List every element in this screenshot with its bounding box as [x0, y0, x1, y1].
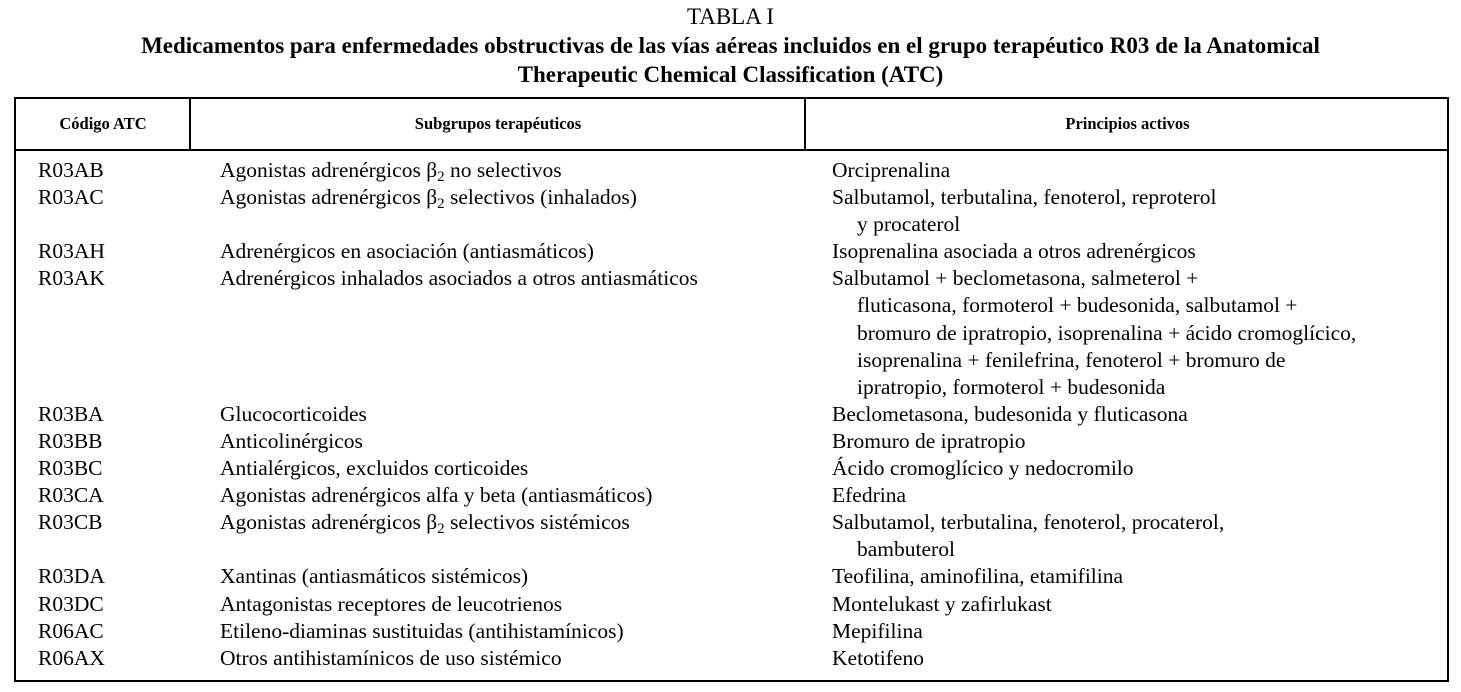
subgroup: [220, 184, 637, 211]
table-row: [16, 157, 1447, 184]
active-ingredients-line: Salbutamol, terbutalina, fenoterol, reproterol: [832, 185, 1217, 210]
active-ingredients-line: Ketotifeno: [832, 645, 924, 670]
table-title-line-2: Therapeutic Chemical Classification (ATC): [517, 62, 944, 87]
subscript: 2: [437, 196, 445, 213]
active-ingredients: [832, 238, 1432, 265]
subgroup: [220, 563, 528, 590]
atc-code: R03BC: [38, 456, 103, 481]
subgroup-text: Xantinas (antiasmáticos sistémicos): [220, 564, 529, 589]
header-subgroup: Subgrupos terapéuticos: [414, 114, 582, 133]
active-ingredients: [832, 563, 1432, 590]
active-ingredients-line: isoprenalina + fenilefrina, fenoterol + bromuro de: [857, 347, 1286, 372]
active-ingredients: [832, 265, 1432, 400]
table-title-line-1: Medicamentos para enfermedades obstructivas de las vías aéreas incluidos en el grupo terapéutico R03 de la Anatomical: [141, 33, 1320, 58]
subgroup-text: Agonistas adrenérgicos β: [220, 510, 438, 535]
active-ingredients: [832, 455, 1432, 482]
active-ingredients-line: bambuterol: [857, 537, 955, 562]
atc-code: R03CA: [38, 483, 104, 508]
subgroup-text: Agonistas adrenérgicos β: [220, 185, 438, 210]
active-ingredients-line: y procaterol: [857, 212, 961, 237]
subgroup: [220, 645, 562, 672]
active-ingredients: [832, 184, 1432, 238]
table-row: [16, 645, 1447, 672]
table-row: [16, 265, 1447, 400]
table-row: [16, 618, 1447, 645]
active-ingredients-line: Efedrina: [832, 483, 907, 508]
active-ingredients-line: Isoprenalina asociada a otros adrenérgicos: [832, 239, 1196, 264]
header-actives: Principios activos: [1065, 114, 1190, 133]
subgroup-text: Anticolinérgicos: [220, 428, 363, 453]
subscript: 2: [437, 169, 445, 185]
subgroup-text: Antagonistas receptores de leucotrienos: [220, 591, 563, 616]
subgroup-text: Adrenérgicos en asociación (antiasmáticos): [220, 239, 594, 264]
atc-code: R06AX: [38, 645, 105, 670]
table-row: [16, 428, 1447, 455]
subgroup-text: Adrenérgicos inhalados asociados a otros antiasmáticos: [220, 266, 698, 291]
subgroup-text: Otros antihistamínicos de uso sistémico: [220, 645, 562, 670]
table-row: [16, 482, 1447, 509]
active-ingredients-line: Salbutamol, terbutalina, fenoterol, procaterol,: [832, 510, 1225, 535]
subgroup: [220, 238, 594, 265]
atc-code: R03AH: [38, 239, 105, 264]
subgroup: [220, 401, 367, 428]
subscript: 2: [437, 521, 445, 538]
subgroup-text: Antialérgicos, excluidos corticoides: [220, 456, 529, 481]
subgroup-text: Agonistas adrenérgicos alfa y beta (antiasmáticos): [220, 483, 653, 508]
active-ingredients: [832, 618, 1432, 645]
active-ingredients: [832, 157, 1432, 184]
table-row: [16, 401, 1447, 428]
table-row: [16, 591, 1447, 618]
subgroup-text-suffix: selectivos (inhalados): [444, 185, 637, 210]
subgroup: [220, 265, 698, 292]
atc-code: R03DA: [38, 564, 105, 589]
header-code: Código ATC: [59, 114, 147, 133]
atc-code: R03CB: [38, 510, 103, 535]
subgroup-text: Glucocorticoides: [220, 401, 367, 426]
active-ingredients: [832, 509, 1432, 563]
subgroup-text-suffix: selectivos sistémicos: [444, 510, 630, 535]
active-ingredients-line: Teofilina, aminofilina, etamifilina: [832, 564, 1124, 589]
active-ingredients-line: Beclometasona, budesonida y fluticasona: [832, 401, 1188, 426]
active-ingredients-line: ipratropio, formoterol + budesonida: [857, 374, 1166, 399]
table-row: [16, 455, 1447, 482]
active-ingredients-line: Montelukast y zafirlukast: [832, 591, 1052, 616]
atc-code: R03AC: [38, 185, 104, 210]
table-row: [16, 184, 1447, 238]
atc-code: R03BB: [38, 428, 103, 453]
table-label: TABLA I: [687, 4, 774, 29]
atc-code: R03AK: [38, 266, 105, 291]
subgroup-text-suffix: no selectivos: [444, 158, 562, 182]
active-ingredients: [832, 401, 1432, 428]
subgroup: [220, 455, 528, 482]
active-ingredients-line: Ácido cromoglícico y nedocromilo: [832, 456, 1134, 481]
subgroup-text: Etileno-diaminas sustituidas (antihistamínicos): [220, 618, 624, 643]
table-row: [16, 509, 1447, 563]
active-ingredients: [832, 482, 1432, 509]
active-ingredients: [832, 645, 1432, 672]
subgroup-text: Agonistas adrenérgicos β: [220, 158, 438, 182]
subgroup: [220, 157, 562, 184]
active-ingredients-line: Bromuro de ipratropio: [832, 428, 1026, 453]
subgroup: [220, 591, 562, 618]
active-ingredients-line: fluticasona, formoterol + budesonida, salbutamol +: [857, 293, 1298, 318]
active-ingredients: [832, 591, 1432, 618]
atc-code: R03BA: [38, 401, 104, 426]
atc-code: R06AC: [38, 618, 104, 643]
subgroup: [220, 618, 624, 645]
active-ingredients-line: Mepifilina: [832, 618, 923, 643]
table-body: [16, 157, 1447, 672]
table-row: [16, 238, 1447, 265]
table-header: [16, 99, 1447, 151]
subgroup: [220, 428, 363, 455]
table-title: [0, 31, 1461, 89]
active-ingredients-line: Orciprenalina: [832, 158, 951, 182]
subgroup: [220, 482, 652, 509]
table-frame: [14, 97, 1449, 682]
subgroup: [220, 509, 630, 536]
active-ingredients-line: Salbutamol + beclometasona, salmeterol +: [832, 266, 1199, 291]
table-row: [16, 563, 1447, 590]
atc-code: R03AB: [38, 158, 104, 182]
active-ingredients: [832, 428, 1432, 455]
active-ingredients-line: bromuro de ipratropio, isoprenalina + ácido cromoglícico,: [857, 320, 1357, 345]
atc-code: R03DC: [38, 591, 104, 616]
